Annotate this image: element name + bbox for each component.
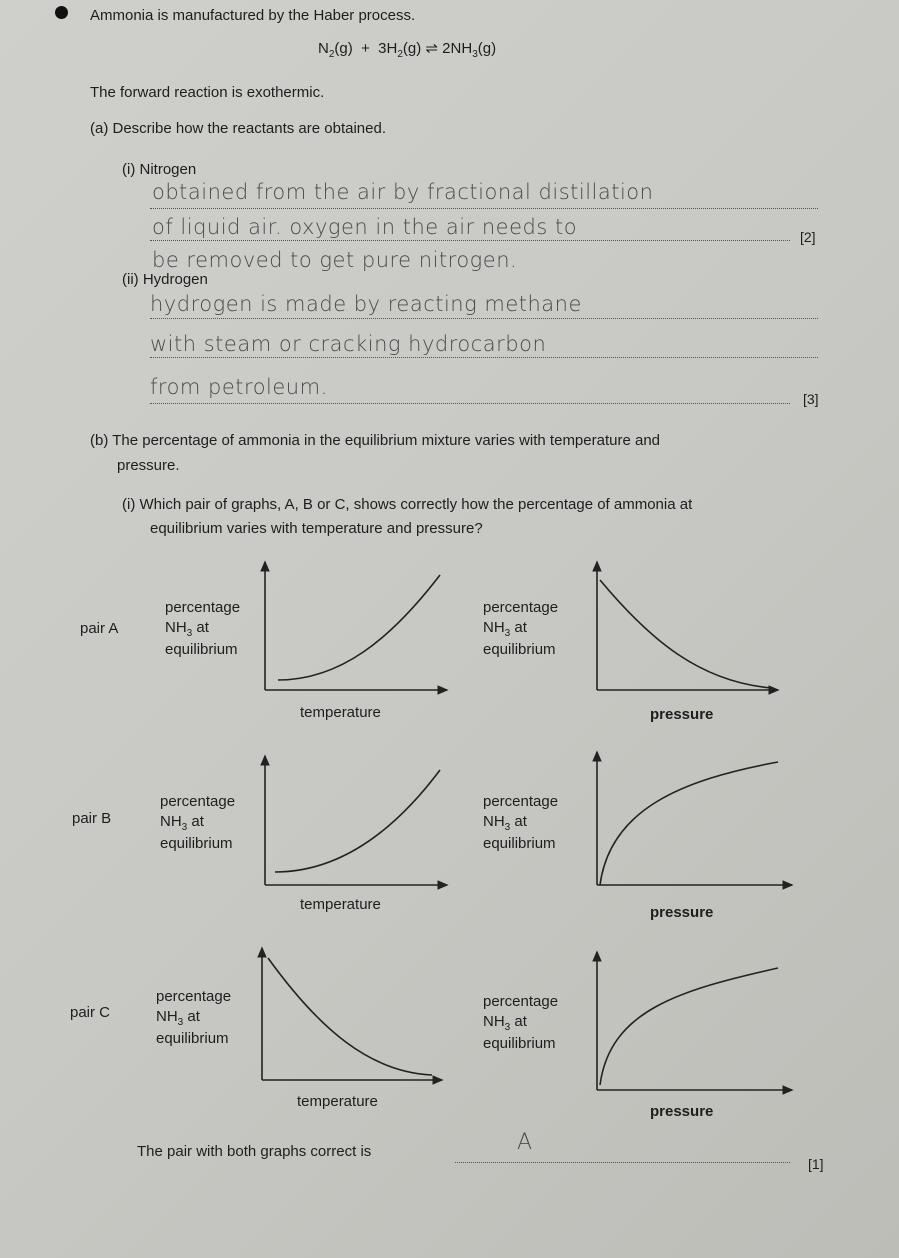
curve	[275, 770, 440, 872]
nitrogen-marks: [2]	[800, 229, 816, 245]
part-b-i-prompt-cont: equilibrium varies with temperature and pressure?	[150, 520, 483, 537]
hydrogen-answer-line: with steam or cracking hydrocarbon	[150, 332, 547, 356]
pair-b-label: pair B	[72, 810, 112, 827]
hydrogen-label: (ii) Hydrogen	[122, 271, 208, 288]
graph-a-temperature	[265, 562, 447, 690]
curve	[600, 968, 778, 1085]
x-axis-label-temperature: temperature	[300, 896, 381, 913]
haber-equation: $N_2(g) + 3H_2(g)$ ⇌ $2NH_3(g)$	[318, 40, 497, 60]
y-axis-label: percentage $NH_3$ at equilibrium	[156, 988, 232, 1047]
y-axis-label: percentage $NH_3$ at equilibrium	[165, 599, 241, 658]
curve	[600, 762, 778, 885]
nitrogen-answer-line: obtained from the air by fractional distillation	[152, 180, 654, 204]
equilibrium-arrow-icon: ⇌	[425, 40, 438, 57]
x-axis-label-pressure: pressure	[650, 1103, 714, 1120]
x-axis-label-temperature: temperature	[300, 704, 381, 721]
x-axis-label-pressure: pressure	[650, 904, 714, 921]
curve	[278, 575, 440, 680]
graph-b-temperature	[265, 756, 447, 885]
part-b-prompt-cont: pressure.	[117, 457, 180, 474]
x-axis-label-temperature: temperature	[297, 1093, 378, 1110]
answer-value: A	[517, 1130, 533, 1155]
answer-marks: [1]	[808, 1156, 824, 1172]
nitrogen-answer-line: of liquid air. oxygen in the air needs to	[152, 215, 578, 239]
curve	[600, 580, 772, 688]
hydrogen-answer-line: hydrogen is made by reacting methane	[150, 292, 582, 316]
hydrogen-answer-line: from petroleum.	[150, 375, 328, 399]
x-axis-label-pressure: pressure	[650, 706, 714, 723]
graph-a-pressure	[597, 562, 778, 690]
y-axis-label: percentage $NH_3$ at equilibrium	[160, 793, 236, 852]
exothermic-statement: The forward reaction is exothermic.	[90, 84, 325, 101]
part-b-i-prompt: (i) Which pair of graphs, A, B or C, shows correctly how the percentage of ammonia at	[122, 496, 693, 513]
hydrogen-marks: [3]	[803, 391, 819, 407]
pair-c-label: pair C	[70, 1004, 111, 1021]
answer-line	[455, 1162, 790, 1163]
graph-c-pressure	[597, 952, 792, 1090]
y-axis-label: percentage $NH_3$ at equilibrium	[483, 793, 559, 852]
curve	[268, 958, 432, 1075]
part-a-prompt: (a) Describe how the reactants are obtained.	[90, 120, 386, 137]
part-b-prompt: (b) The percentage of ammonia in the equilibrium mixture varies with temperature and	[90, 432, 660, 449]
graph-c-temperature	[262, 948, 442, 1080]
answer-prompt: The pair with both graphs correct is	[137, 1143, 372, 1160]
y-axis-label: percentage $NH_3$ at equilibrium	[483, 993, 559, 1052]
intro-text: Ammonia is manufactured by the Haber process.	[90, 7, 416, 24]
nitrogen-answer-line: be removed to get pure nitrogen.	[152, 248, 518, 272]
pair-a-label: pair A	[80, 620, 119, 637]
nitrogen-label: (i) Nitrogen	[122, 161, 197, 178]
graph-b-pressure	[597, 752, 792, 885]
y-axis-label: percentage $NH_3$ at equilibrium	[483, 599, 559, 658]
